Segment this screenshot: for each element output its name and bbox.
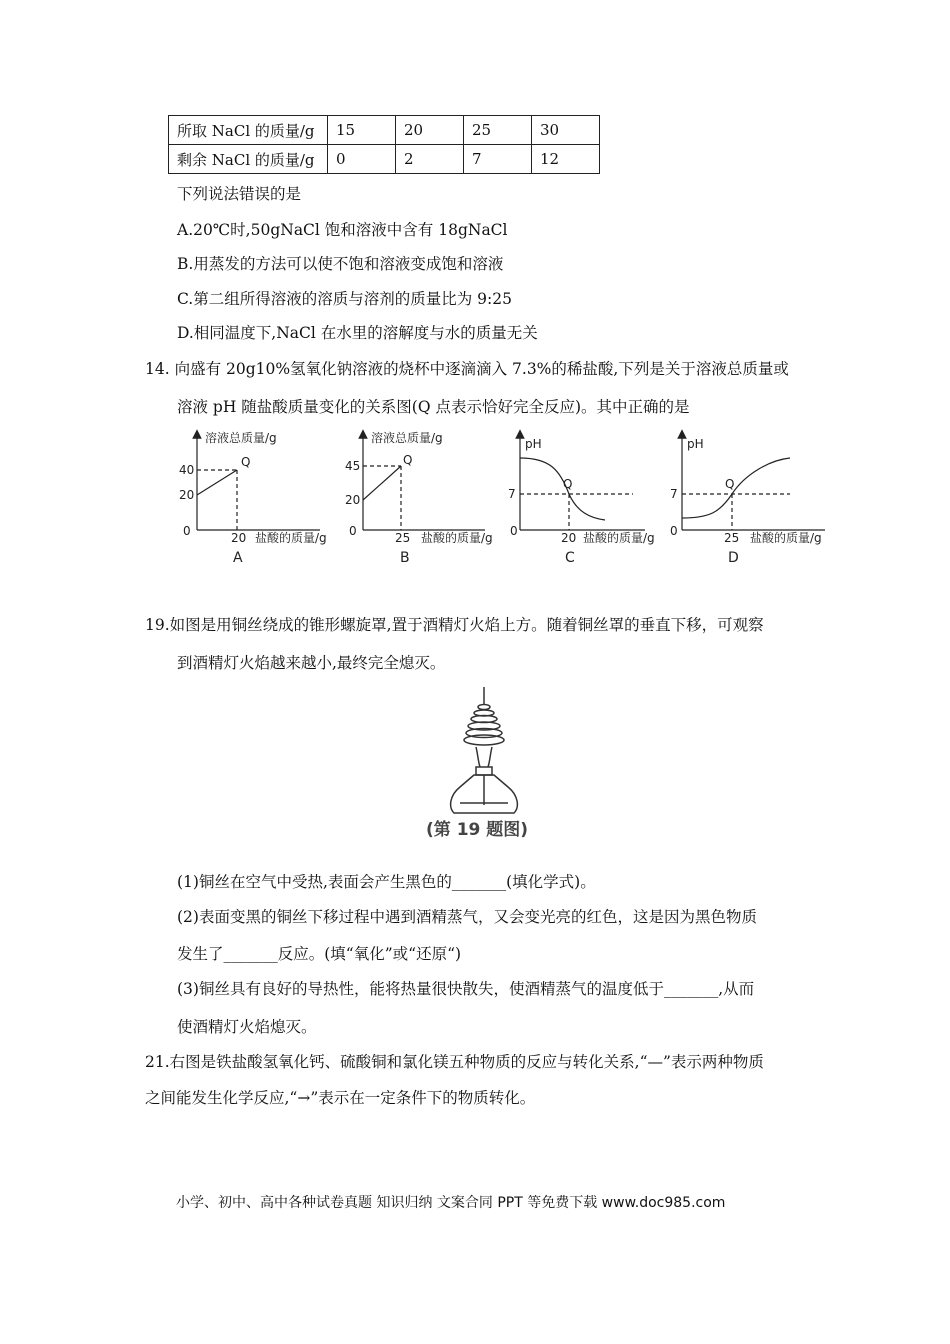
q19-sub3a: (3)铜丝具有良好的导热性，能将热量很快散失，使酒精蒸气的温度低于_______,从而 <box>177 980 755 998</box>
alcohol-lamp-figure <box>420 685 560 840</box>
graph-b-ylabel: 溶液总质量/g <box>371 431 443 445</box>
q14-line2: 溶液 pH 随盐酸质量变化的关系图(Q 点表示恰好完全反应)。其中正确的是 <box>177 398 690 416</box>
graph-d-xlabel: 盐酸的质量/g <box>750 531 822 545</box>
table-cell: 0 <box>328 145 396 174</box>
q13-option-a: A.20℃时,50gNaCl 饱和溶液中含有 18gNaCl <box>177 221 508 239</box>
graph-b-xtick: 25 <box>395 531 411 545</box>
graph-b-origin: 0 <box>349 524 357 538</box>
graph-c-origin: 0 <box>510 524 518 538</box>
graph-b-xlabel: 盐酸的质量/g <box>421 531 493 545</box>
q21-line2: 之间能发生化学反应,“→”表示在一定条件下的物质转化。 <box>145 1089 536 1107</box>
nacl-table <box>168 115 600 174</box>
graph-d-ytick: 7 <box>670 487 678 501</box>
q13-option-d: D.相同温度下,NaCl 在水里的溶解度与水的质量无关 <box>177 324 538 342</box>
table-cell: 12 <box>532 145 600 174</box>
graph-c-point: Q <box>563 477 573 491</box>
q13-option-b: B.用蒸发的方法可以使不饱和溶液变成饱和溶液 <box>177 255 504 273</box>
q14-line1: 14. 向盛有 20g10%氢氧化钠溶液的烧杯中逐滴滴入 7.3%的稀盐酸,下列是关于溶液总质量或 <box>145 360 789 378</box>
graph-b-ytick-1: 45 <box>345 459 361 473</box>
graph-a-ytick-2: 20 <box>179 488 195 502</box>
table-row-label: 所取 NaCl 的质量/g <box>169 116 328 145</box>
graph-a-xtick: 20 <box>231 531 247 545</box>
graph-c-ytick: 7 <box>508 487 516 501</box>
q13-option-c: C.第二组所得溶液的溶质与溶剂的质量比为 9:25 <box>177 290 512 308</box>
graph-a-xlabel: 盐酸的质量/g <box>255 531 327 545</box>
graph-c-xtick: 20 <box>561 531 577 545</box>
graph-b-ytick-2: 20 <box>345 493 361 507</box>
graph-a-ytick-1: 40 <box>179 463 195 477</box>
graph-d-caption: D <box>728 550 739 566</box>
q13-prompt: 下列说法错误的是 <box>177 185 302 203</box>
table-cell: 15 <box>328 116 396 145</box>
graph-c-caption: C <box>565 550 575 566</box>
q19-line2: 到酒精灯火焰越来越小,最终完全熄灭。 <box>177 654 446 672</box>
q14-graphs <box>165 420 845 570</box>
q21-line1: 21.右图是铁盐酸氢氧化钙、硫酸铜和氯化镁五种物质的反应与转化关系,“—”表示两种物质 <box>145 1053 764 1071</box>
graph-a-caption: A <box>233 550 243 566</box>
graph-a-ylabel: 溶液总质量/g <box>205 431 277 445</box>
table-cell: 25 <box>464 116 532 145</box>
table-row <box>169 145 600 174</box>
q19-sub3b: 使酒精灯火焰熄灭。 <box>177 1018 317 1036</box>
graph-d-point: Q <box>725 477 735 491</box>
q19-sub2a: (2)表面变黑的铜丝下移过程中遇到酒精蒸气，又会变光亮的红色，这是因为黑色物质 <box>177 908 757 926</box>
table-cell: 2 <box>396 145 464 174</box>
table-cell: 20 <box>396 116 464 145</box>
graph-d-origin: 0 <box>670 524 678 538</box>
q19-sub2b: 发生了_______反应。(填“氧化”或“还原“) <box>177 945 462 963</box>
figure-caption: (第 19 题图) <box>426 820 529 840</box>
q19-sub1: (1)铜丝在空气中受热,表面会产生黑色的_______(填化学式)。 <box>177 873 596 891</box>
page-footer: 小学、初中、高中各种试卷真题 知识归纳 文案合同 PPT 等免费下载 www.doc985.com <box>176 1195 726 1211</box>
table-cell: 7 <box>464 145 532 174</box>
table-row-label: 剩余 NaCl 的质量/g <box>169 145 328 174</box>
graph-a-origin: 0 <box>183 524 191 538</box>
graph-d-xtick: 25 <box>724 531 740 545</box>
graph-b-point: Q <box>403 453 413 467</box>
graph-c-ylabel: pH <box>525 437 542 451</box>
graph-c-xlabel: 盐酸的质量/g <box>583 531 655 545</box>
graph-d-ylabel: pH <box>687 437 704 451</box>
graph-b-caption: B <box>400 550 410 566</box>
q19-line1: 19.如图是用铜丝绕成的锥形螺旋罩,置于酒精灯火焰上方。随着铜丝罩的垂直下移，可观察 <box>145 616 764 634</box>
table-row <box>169 116 600 145</box>
table-cell: 30 <box>532 116 600 145</box>
graph-a-point: Q <box>241 455 251 469</box>
